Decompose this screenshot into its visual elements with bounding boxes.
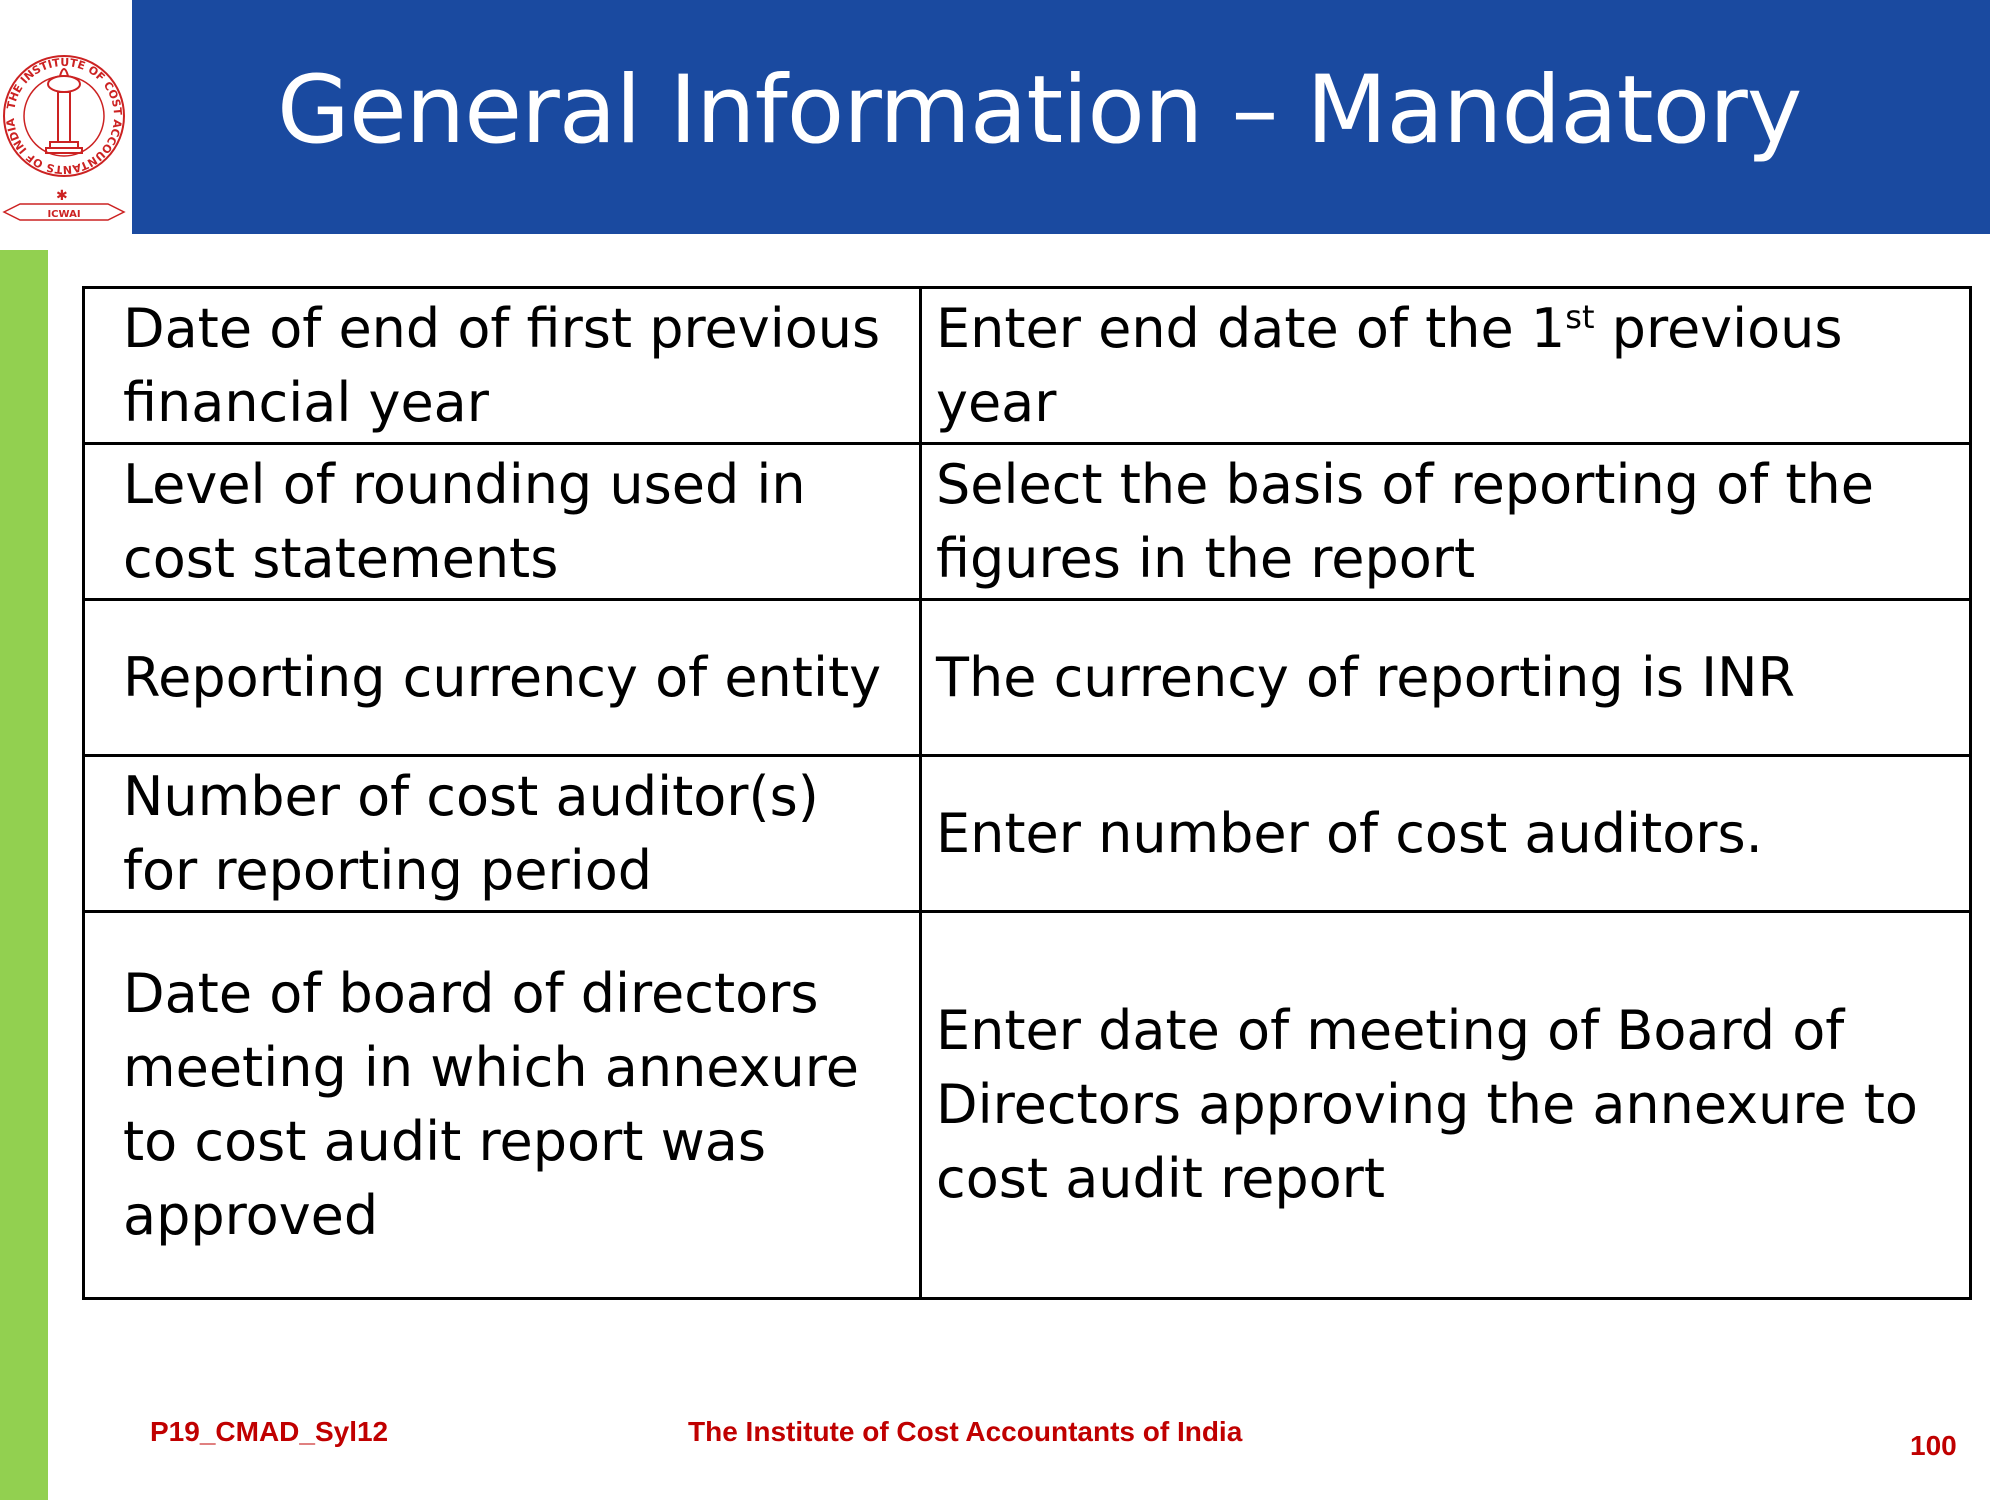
logo-ring-text: THE INSTITUTE OF COST ACCOUNTANTS OF INDIA bbox=[3, 55, 125, 177]
description-cell bbox=[921, 288, 1971, 444]
field-cell: Number of cost auditor(s) for reporting period bbox=[84, 756, 921, 912]
institute-logo bbox=[0, 0, 128, 234]
description-cell: Select the basis of reporting of the figures in the report bbox=[921, 444, 1971, 600]
table-row bbox=[84, 912, 1971, 1299]
description-cell: Enter number of cost auditors. bbox=[921, 756, 1971, 912]
table-row bbox=[84, 756, 1971, 912]
field-cell: Date of end of first previous financial year bbox=[84, 288, 921, 444]
title-bar bbox=[132, 0, 1990, 234]
table-row bbox=[84, 288, 1971, 444]
ordinal-suffix: st bbox=[1565, 297, 1595, 336]
table-row bbox=[84, 600, 1971, 756]
description-text: previous year bbox=[936, 296, 1843, 434]
svg-text:✱: ✱ bbox=[56, 188, 68, 204]
description-cell: The currency of reporting is INR bbox=[921, 600, 1971, 756]
description-text: Enter end date of the 1 bbox=[936, 296, 1566, 360]
footer-course-code: P19_CMAD_Syl12 bbox=[150, 1416, 389, 1447]
logo-monogram: ICWAI bbox=[47, 209, 81, 220]
field-cell: Level of rounding used in cost statements bbox=[84, 444, 921, 600]
table-row bbox=[84, 444, 1971, 600]
field-cell: Date of board of directors meeting in which annexure to cost audit report was approved bbox=[84, 912, 921, 1299]
field-cell: Reporting currency of entity bbox=[84, 600, 921, 756]
footer-institute-name: The Institute of Cost Accountants of India bbox=[688, 1416, 1243, 1447]
institute-seal-icon bbox=[0, 0, 128, 234]
side-accent-bar bbox=[0, 250, 48, 1500]
description-cell: Enter date of meeting of Board of Directors approving the annexure to cost audit report bbox=[921, 912, 1971, 1299]
page-title: General Information – Mandatory bbox=[277, 56, 1802, 165]
information-table bbox=[82, 286, 1972, 1300]
footer-page-number: 100 bbox=[1910, 1430, 1957, 1461]
